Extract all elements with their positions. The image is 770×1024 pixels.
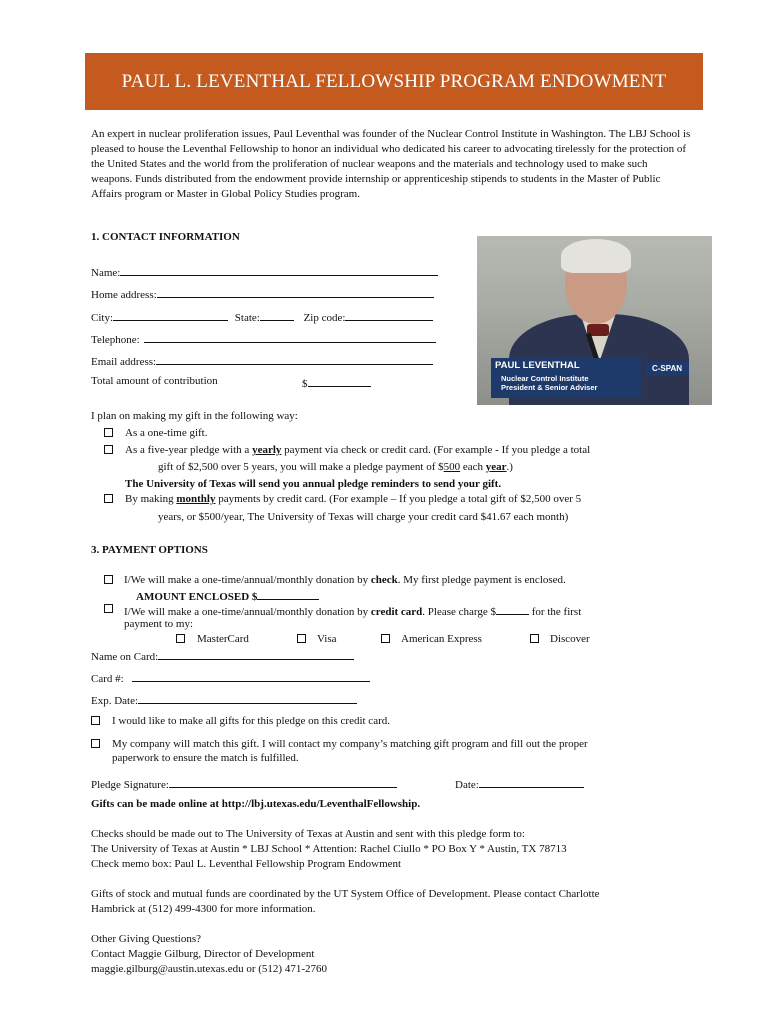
five-year-line-1 — [125, 444, 590, 457]
name-row — [91, 264, 438, 280]
all-gifts-label: I would like to make all gifts for this pledge on this credit card. — [112, 715, 390, 727]
mastercard-checkbox[interactable] — [176, 634, 185, 643]
company-match-checkbox[interactable] — [91, 739, 100, 748]
card-number-label: Card #: — [91, 673, 124, 685]
credit-text-c: for the first — [529, 606, 582, 618]
five-year-text-d: .) — [506, 461, 513, 473]
credit-checkbox[interactable] — [104, 604, 113, 613]
email-field[interactable] — [156, 353, 433, 365]
hair-shape — [561, 239, 631, 273]
email-row — [91, 353, 433, 369]
check-line — [124, 574, 566, 587]
signature-field[interactable] — [169, 776, 397, 788]
check-word: check — [370, 574, 398, 586]
five-year-text-b: payment via check or credit card. (For example - If you pledge a total — [281, 444, 591, 456]
signature-label: Pledge Signature: — [91, 779, 169, 791]
amount-enclosed-label: AMOUNT ENCLOSED $ — [136, 591, 258, 603]
monthly-line-2: years, or $500/year, The University of Texas will charge your credit card $41.67 each month) — [158, 511, 569, 523]
payment-heading: 3. PAYMENT OPTIONS — [91, 544, 208, 556]
date-label: Date: — [455, 779, 479, 791]
photo-caption-org-line: Nuclear Control Institute — [501, 374, 589, 383]
five-year-text-a: As a five-year pledge with a — [125, 444, 253, 456]
discover-label: Discover — [550, 633, 590, 645]
questions-line-1: Other Giving Questions? — [91, 933, 201, 945]
intro-paragraph: An expert in nuclear proliferation issues, Paul Leventhal was founder of the Nuclear Control Institute in Washington. The LBJ School is pleased to house the Leventhal Fellowship to honor an individual who dedicated his career to advocating tirelessly for the protection of the United States and the world from the proliferation of nuclear weapons and the materials and technology used to make such weapons. Funds distributed from the endowment provide internship or apprenticeship stipends to students in the Master of Public Affairs program or Master in Global Policy Studies program. — [91, 128, 691, 200]
one-time-checkbox[interactable] — [104, 428, 113, 437]
checks-line-2: The University of Texas at Austin * LBJ School * Attention: Rachel Ciullo * PO Box Y * Austin, TX 78713 — [91, 843, 567, 855]
visa-checkbox[interactable] — [297, 634, 306, 643]
email-label: Email address: — [91, 356, 157, 368]
reminder-note: The University of Texas will send you annual pledge reminders to send your gift. — [125, 478, 502, 490]
name-on-card-field[interactable] — [158, 648, 354, 660]
credit-text-a: I/We will make a one-time/annual/monthly donation by — [124, 606, 371, 618]
leventhal-photo — [477, 236, 712, 405]
name-label: Name: — [91, 267, 121, 279]
home-address-field[interactable] — [157, 286, 434, 298]
home-address-row — [91, 286, 434, 302]
five-hundred-amount: 500 — [443, 461, 461, 473]
year-word: year — [485, 461, 507, 473]
gift-intro: I plan on making my gift in the following way: — [91, 410, 298, 422]
total-field[interactable] — [308, 375, 371, 387]
cspan-logo: C-SPAN — [645, 362, 689, 376]
name-field[interactable] — [120, 264, 438, 276]
amount-enclosed-field[interactable] — [257, 588, 319, 600]
monthly-line-1 — [125, 493, 581, 506]
city-row — [91, 309, 433, 325]
telephone-field[interactable] — [144, 331, 436, 343]
exp-date-row — [91, 692, 357, 708]
photo-caption-role-line: President & Senior Adviser — [501, 383, 598, 392]
telephone-label: Telephone: — [91, 334, 140, 346]
yearly-word: yearly — [252, 444, 282, 456]
photo-caption-org — [501, 374, 597, 392]
page-title: PAUL L. LEVENTHAL FELLOWSHIP PROGRAM ENDOWMENT — [121, 70, 667, 92]
total-row — [302, 375, 371, 391]
one-time-label: As a one-time gift. — [125, 427, 208, 439]
home-address-label: Home address: — [91, 289, 157, 301]
telephone-row — [91, 331, 436, 347]
state-label: State: — [234, 312, 260, 324]
credit-word: credit card — [370, 606, 423, 618]
stock-line-2: Hambrick at (512) 499-4300 for more information. — [91, 903, 316, 915]
checks-line-3: Check memo box: Paul L. Leventhal Fellowship Program Endowment — [91, 858, 402, 870]
zip-label: Zip code: — [303, 312, 346, 324]
checks-line-1: Checks should be made out to The University of Texas at Austin and sent with this pledge form to: — [91, 828, 525, 840]
company-match-line-2: paperwork to ensure the match is fulfilled. — [112, 752, 299, 764]
discover-checkbox[interactable] — [530, 634, 539, 643]
date-row — [455, 776, 584, 792]
stock-line-1: Gifts of stock and mutual funds are coordinated by the UT System Office of Development. Please contact Charlotte — [91, 888, 600, 900]
five-year-line-2 — [158, 461, 513, 474]
monthly-word: monthly — [176, 493, 216, 505]
check-checkbox[interactable] — [104, 575, 113, 584]
all-gifts-checkbox[interactable] — [91, 716, 100, 725]
city-field[interactable] — [113, 309, 228, 321]
name-on-card-label: Name on Card: — [91, 651, 159, 663]
card-number-row — [91, 670, 370, 686]
title-banner — [85, 53, 703, 110]
dollar-sign: $ — [302, 378, 308, 390]
date-field[interactable] — [479, 776, 584, 788]
questions-line-3: maggie.gilburg@austin.utexas.edu or (512) 471-2760 — [91, 963, 327, 975]
exp-date-label: Exp. Date: — [91, 695, 139, 707]
city-label: City: — [91, 312, 114, 324]
visa-label: Visa — [317, 633, 337, 645]
payment-to-my: payment to my: — [124, 618, 194, 630]
mastercard-label: MasterCard — [197, 633, 249, 645]
total-label: Total amount of contribution — [91, 375, 218, 387]
company-match-line-1: My company will match this gift. I will contact my company’s matching gift program and fill out the proper — [112, 738, 588, 750]
zip-field[interactable] — [345, 309, 433, 321]
each-word: each — [460, 461, 486, 473]
credit-line — [124, 603, 581, 619]
check-text-a: I/We will make a one-time/annual/monthly donation by — [124, 574, 371, 586]
charge-amount-field[interactable] — [496, 603, 529, 615]
card-number-field[interactable] — [132, 670, 370, 682]
monthly-checkbox[interactable] — [104, 494, 113, 503]
exp-date-field[interactable] — [138, 692, 357, 704]
signature-row — [91, 776, 397, 792]
five-year-checkbox[interactable] — [104, 445, 113, 454]
amex-label: American Express — [401, 633, 482, 645]
online-gift-note: Gifts can be made online at http://lbj.utexas.edu/LeventhalFellowship. — [91, 798, 421, 810]
contact-heading: 1. CONTACT INFORMATION — [91, 231, 240, 243]
name-on-card-row — [91, 648, 354, 664]
check-text-b: . My first pledge payment is enclosed. — [397, 574, 566, 586]
monthly-text-b: payments by credit card. (For example – If you pledge a total gift of $2,500 over 5 — [215, 493, 582, 505]
amount-enclosed-row — [136, 588, 319, 604]
photo-caption-name: PAUL LEVENTHAL — [495, 360, 580, 371]
credit-text-b: . Please charge $ — [422, 606, 497, 618]
monthly-text-a: By making — [125, 493, 177, 505]
five-year-text-c: gift of $2,500 over 5 years, you will make a pledge payment of $ — [158, 461, 444, 473]
state-field[interactable] — [260, 309, 294, 321]
questions-line-2: Contact Maggie Gilburg, Director of Development — [91, 948, 315, 960]
amex-checkbox[interactable] — [381, 634, 390, 643]
